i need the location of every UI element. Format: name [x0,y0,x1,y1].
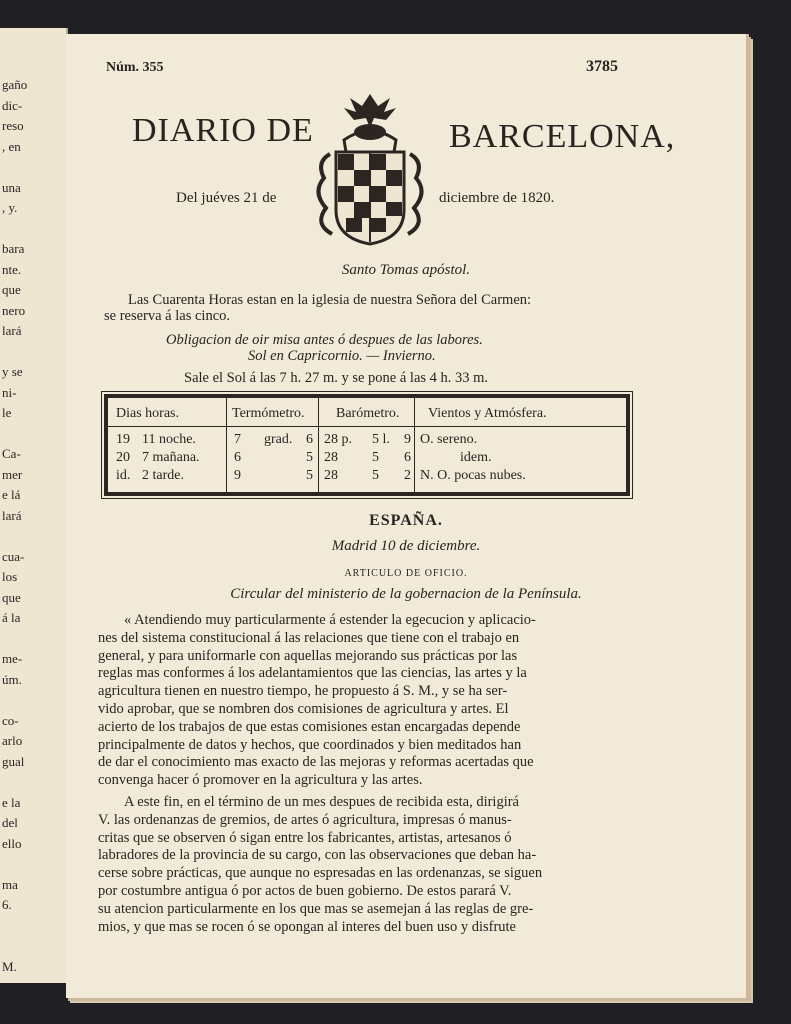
weather-day: 20 [116,450,130,465]
article-line: A este fin, en el término de un mes despues de recibida esta, dirigirá [124,794,519,810]
weather-hour: 7 mañana. [142,450,200,465]
left-page-line: Ca- [2,446,21,461]
left-page-line: nero [2,302,26,318]
notice-line: se reserva á las cinco. [104,308,231,324]
barometer-lines: 5 l. [372,432,390,447]
wind-atmosphere: N. O. pocas nubes. [420,468,526,483]
left-page-line: cua- [2,548,25,564]
article-line: por costumbre antigua ó por actos de buen gobierno. De estos parará V. [98,883,512,899]
weather-header: Termómetro. [232,406,305,421]
left-page-line: e lá [2,487,21,502]
coat-of-arms-icon [310,92,430,246]
left-page-line: lará [2,323,22,338]
thermometer-value: 5 [306,450,313,465]
left-page-line: á la [2,610,21,625]
dateline: Madrid 10 de diciembre. [331,538,481,554]
thermometer-value: 6 [306,432,313,447]
article-line: V. las ordenanzas de gremios, de artes ó agricultura, impresas ó manus- [98,811,512,828]
article-line: convenga hacer ó promover en la agricultura y las artes. [98,772,423,789]
left-page-line: ni- [2,384,17,400]
left-page-line: mer [2,466,23,482]
left-page-line: , y. [2,200,18,215]
article-line: su atencion particularmente en los que mas se asemejan á las reglas de gre- [98,900,534,917]
wind-atmosphere: idem. [460,450,492,465]
left-page-line: ello [2,835,22,851]
left-page-line: reso [2,118,24,133]
issue-date-right: diciembre de 1820. [439,190,555,206]
left-page-line: me- [2,651,23,666]
left-page-line: que [2,589,21,605]
left-page-line: gaño [2,77,28,92]
left-page-line: los [2,569,18,584]
weather-hour: 11 noche. [142,432,196,447]
notice-line: Las Cuarenta Horas estan en la iglesia de nuestra Señora del Carmen: [128,292,532,308]
left-page-line: ma [2,876,18,892]
left-page-line: e la [2,794,21,810]
article-line: « Atendiendo muy particularmente á estender la egecucion y aplicacio- [124,612,536,628]
article-line: nes del sistema constitucional á las relaciones que tiene con el trabajo en [98,629,520,646]
article-line: acierto de los trabajos de que estas comisiones estan encargadas depende [98,718,521,735]
wind-atmosphere: O. sereno. [420,432,478,447]
article-line: labradores de la provincia de su cargo, con las observaciones que deban ha- [98,847,537,864]
left-page-line: nte. [2,261,22,277]
section-title: ESPAÑA. [369,512,443,529]
thermometer-unit: grad. [264,432,293,447]
thermometer-value: 7 [234,432,241,447]
left-page-line: lará [2,507,22,523]
left-page-line: del [2,815,18,830]
barometer-inches: 28 p. [324,432,352,447]
article-line: cerse sobre prácticas, que aunque no espresadas en las ordenanzas, se siguen [98,865,543,882]
left-page-line: y se [2,364,23,379]
notice-line: Obligacion de oir misa antes ó despues de las labores. [166,332,483,348]
weather-header: Barómetro. [336,406,400,421]
left-page-line: úm. [2,671,22,687]
weather-day: 19 [116,432,130,447]
article-heading: Circular del ministerio de la gobernacion de la Península. [230,586,582,602]
article-line: agricultura tienen en nuestro tiempo, he propuesto á S. M., y se ha ser- [98,683,508,700]
left-page-line: co- [2,712,19,728]
barometer-fraction: 9 [404,432,411,447]
barometer-lines: 5 [372,450,379,465]
thermometer-value: 9 [234,468,241,483]
barometer-inches: 28 [324,468,338,483]
barometer-fraction: 2 [404,468,411,483]
weather-header: Dias horas. [116,406,179,421]
weather-header: Vientos y Atmósfera. [428,406,547,421]
left-page-line: dic- [2,97,23,113]
page-number: 3785 [586,58,618,75]
left-page-line: , en [2,138,21,154]
left-page-line: M. [2,958,17,974]
left-page-line: que [2,282,21,297]
saint-of-day: Santo Tomas apóstol. [341,262,471,278]
thermometer-value: 6 [234,450,241,465]
left-page-line: 6. [2,897,12,912]
masthead-title-left: DIARIO DE [132,112,314,149]
left-page-line: bara [2,241,25,256]
notice-line: Sol en Capricornio. — Invierno. [248,348,436,364]
issue-number: Núm. 355 [106,60,164,75]
article-line: mios, y que mas se rocen ó se opongan al interes del buen uso y disfrute [98,918,516,935]
newspaper-page [66,34,749,998]
left-page-line: una [2,179,21,195]
barometer-inches: 28 [324,450,338,465]
barometer-lines: 5 [372,468,379,483]
sunrise-sunset: Sale el Sol á las 7 h. 27 m. y se pone á las 4 h. 33 m. [184,370,489,386]
left-page-line: gual [2,753,25,769]
article-line: vido aprobar, que se nombren dos comisiones de agricultura y artes. El [98,701,509,717]
article-line: principalmente de datos y hechos, que coordinados y bien meditados han [98,736,522,753]
article-line: de dar el conocimiento mas exacto de las mejoras y reformas acertadas que [98,754,534,771]
weather-hour: 2 tarde. [142,468,184,483]
weather-table [104,394,630,496]
barometer-fraction: 6 [404,450,411,465]
left-page-edge [0,28,68,983]
article-line: critas que se observen ó sigan entre los fabricantes, artistas, artesanos ó [98,829,512,846]
thermometer-value: 5 [306,468,313,483]
article-line: reglas mas conformes á los adelantamientos que las ciencias, las artes y la [98,665,527,682]
left-page-line: le [2,405,12,420]
left-page-line: arlo [2,733,23,748]
article-line: general, y para uniformarle con aquellas mejorando sus prácticas por las [98,647,518,664]
masthead-title-right: BARCELONA, [449,118,676,155]
article-kicker: ARTICULO DE OFICIO. [344,568,468,579]
weather-day: id. [116,468,131,483]
issue-date-left: Del juéves 21 de [176,190,277,206]
